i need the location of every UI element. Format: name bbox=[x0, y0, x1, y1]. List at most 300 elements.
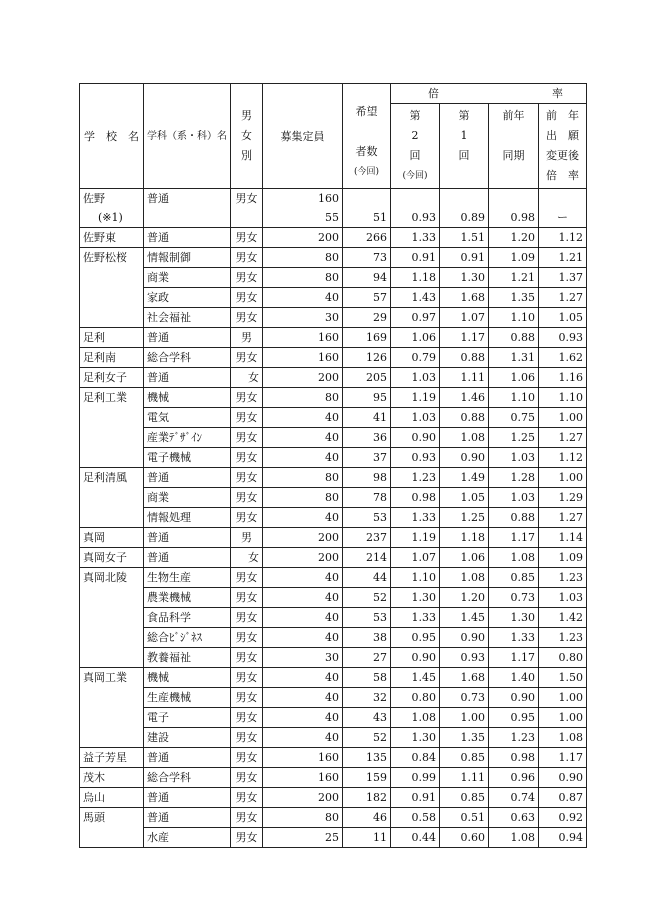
capacity-cell: 40 bbox=[263, 608, 343, 628]
table-row bbox=[80, 328, 587, 348]
applicants-cell: 135 bbox=[343, 748, 391, 768]
dept-cell: 商業 bbox=[144, 488, 231, 508]
ratio-prev-changed-cell: 1.16 bbox=[539, 368, 587, 388]
gender-cell: 男女 bbox=[231, 708, 263, 728]
gender-cell: 男女 bbox=[231, 608, 263, 628]
ratio-prev-year-cell: 1.17 bbox=[489, 528, 539, 548]
applicants-cell: 53 bbox=[343, 608, 391, 628]
school-cell bbox=[80, 588, 144, 608]
table-row bbox=[80, 488, 587, 508]
ratio-prev-year-cell: 0.90 bbox=[489, 688, 539, 708]
dept-cell: 建設 bbox=[144, 728, 231, 748]
school-cell bbox=[80, 308, 144, 328]
dept-cell: 商業 bbox=[144, 268, 231, 288]
capacity-cell: 30 bbox=[263, 648, 343, 668]
ratio-prev-changed-cell: 1.00 bbox=[539, 688, 587, 708]
ratio-prev-year-cell: 1.35 bbox=[489, 288, 539, 308]
table-row bbox=[80, 208, 587, 228]
ratio-prev-year-cell: 0.98 bbox=[489, 748, 539, 768]
table-row bbox=[80, 608, 587, 628]
ratio-prev-changed-cell: 1.27 bbox=[539, 508, 587, 528]
capacity-cell: 40 bbox=[263, 688, 343, 708]
ratio-round1-cell: 1.68 bbox=[440, 668, 489, 688]
ratio-round2-cell: 0.97 bbox=[391, 308, 440, 328]
gender-cell: 男女 bbox=[231, 228, 263, 248]
ratio-prev-changed-cell: 1.23 bbox=[539, 628, 587, 648]
capacity-cell: 40 bbox=[263, 628, 343, 648]
gender-cell: 男女 bbox=[231, 468, 263, 488]
ratio-round2-cell: 1.18 bbox=[391, 268, 440, 288]
table-row bbox=[80, 628, 587, 648]
applicants-cell: 37 bbox=[343, 448, 391, 468]
table-row bbox=[80, 388, 587, 408]
table-row bbox=[80, 568, 587, 588]
school-cell: 佐野 bbox=[80, 189, 144, 209]
applicants-cell: 46 bbox=[343, 808, 391, 828]
ratio-round2-cell: 0.93 bbox=[391, 208, 440, 228]
ratio-prev-changed-cell: 1.03 bbox=[539, 588, 587, 608]
gender-cell: 男女 bbox=[231, 388, 263, 408]
ratio-prev-changed-cell: 1.42 bbox=[539, 608, 587, 628]
ratio-round1-cell: 1.25 bbox=[440, 508, 489, 528]
school-cell: 馬頭 bbox=[80, 808, 144, 828]
table-row bbox=[80, 828, 587, 848]
school-cell: 佐野東 bbox=[80, 228, 144, 248]
dept-cell: 社会福祉 bbox=[144, 308, 231, 328]
ratio-prev-year-cell: 0.88 bbox=[489, 328, 539, 348]
applicants-cell: 53 bbox=[343, 508, 391, 528]
capacity-cell: 40 bbox=[263, 288, 343, 308]
ratio-round1-cell: 1.68 bbox=[440, 288, 489, 308]
applicants-cell: 51 bbox=[343, 208, 391, 228]
ratio-prev-changed-cell: 1.50 bbox=[539, 668, 587, 688]
applicants-cell: 73 bbox=[343, 248, 391, 268]
table-row bbox=[80, 788, 587, 808]
ratio-round1-cell: 1.30 bbox=[440, 268, 489, 288]
ratio-round1-cell: 0.93 bbox=[440, 648, 489, 668]
capacity-cell: 200 bbox=[263, 228, 343, 248]
admission-ratio-table bbox=[79, 83, 587, 848]
capacity-cell: 80 bbox=[263, 808, 343, 828]
ratio-round1-cell: 1.00 bbox=[440, 708, 489, 728]
dept-cell: 電子機械 bbox=[144, 448, 231, 468]
gender-cell: 男女 bbox=[231, 408, 263, 428]
capacity-cell: 40 bbox=[263, 668, 343, 688]
school-cell bbox=[80, 828, 144, 848]
capacity-cell: 80 bbox=[263, 268, 343, 288]
applicants-cell: 41 bbox=[343, 408, 391, 428]
ratio-prev-year-cell: 1.03 bbox=[489, 488, 539, 508]
ratio-round2-cell: 0.91 bbox=[391, 248, 440, 268]
header-prev-changed: 前 年 出 願 変更後 倍 率 bbox=[539, 104, 587, 189]
ratio-round1-cell: 0.51 bbox=[440, 808, 489, 828]
ratio-prev-changed-cell: 1.21 bbox=[539, 248, 587, 268]
ratio-prev-year-cell: 1.23 bbox=[489, 728, 539, 748]
ratio-prev-changed-cell: 1.17 bbox=[539, 748, 587, 768]
table-row bbox=[80, 248, 587, 268]
ratio-prev-year-cell: 0.98 bbox=[489, 208, 539, 228]
capacity-cell: 55 bbox=[263, 208, 343, 228]
ratio-round1-cell: 1.51 bbox=[440, 228, 489, 248]
capacity-cell: 160 bbox=[263, 348, 343, 368]
school-cell: (※1) bbox=[80, 208, 144, 228]
gender-cell: 男 bbox=[231, 328, 263, 348]
ratio-round1-cell: 0.90 bbox=[440, 628, 489, 648]
ratio-round1-cell: 1.11 bbox=[440, 368, 489, 388]
ratio-round1-cell bbox=[440, 189, 489, 209]
gender-cell: 女 bbox=[231, 548, 263, 568]
dept-cell: 教養福祉 bbox=[144, 648, 231, 668]
gender-cell: 男女 bbox=[231, 768, 263, 788]
gender-cell bbox=[231, 208, 263, 228]
header-round1: 第 1 回 bbox=[440, 104, 489, 189]
table-row bbox=[80, 348, 587, 368]
header-round2: 第 2 回 (今回) bbox=[391, 104, 440, 189]
ratio-prev-changed-cell: 1.08 bbox=[539, 728, 587, 748]
ratio-round1-cell: 0.85 bbox=[440, 748, 489, 768]
ratio-prev-year-cell: 1.25 bbox=[489, 428, 539, 448]
ratio-prev-year-cell: 0.74 bbox=[489, 788, 539, 808]
header-prev-year: 前年 同期 bbox=[489, 104, 539, 189]
ratio-prev-year-cell: 1.08 bbox=[489, 828, 539, 848]
gender-cell: 男女 bbox=[231, 628, 263, 648]
dept-cell: 普通 bbox=[144, 788, 231, 808]
dept-cell: 情報処理 bbox=[144, 508, 231, 528]
ratio-round1-cell: 1.08 bbox=[440, 428, 489, 448]
ratio-prev-changed-cell: 1.00 bbox=[539, 408, 587, 428]
applicants-cell: 205 bbox=[343, 368, 391, 388]
capacity-cell: 200 bbox=[263, 548, 343, 568]
dept-cell: 家政 bbox=[144, 288, 231, 308]
table-row bbox=[80, 468, 587, 488]
ratio-prev-year-cell: 1.17 bbox=[489, 648, 539, 668]
ratio-round1-cell: 1.17 bbox=[440, 328, 489, 348]
applicants-cell: 36 bbox=[343, 428, 391, 448]
dept-cell: 普通 bbox=[144, 228, 231, 248]
dept-cell: 普通 bbox=[144, 808, 231, 828]
applicants-cell bbox=[343, 189, 391, 209]
ratio-round2-cell: 1.43 bbox=[391, 288, 440, 308]
ratio-prev-changed-cell: 0.94 bbox=[539, 828, 587, 848]
ratio-prev-year-cell: 1.28 bbox=[489, 468, 539, 488]
ratio-round2-cell: 1.19 bbox=[391, 528, 440, 548]
ratio-prev-year-cell: 1.33 bbox=[489, 628, 539, 648]
ratio-prev-changed-cell: 1.37 bbox=[539, 268, 587, 288]
ratio-prev-year-cell: 1.03 bbox=[489, 448, 539, 468]
applicants-cell: 52 bbox=[343, 588, 391, 608]
school-cell bbox=[80, 448, 144, 468]
ratio-round1-cell: 1.35 bbox=[440, 728, 489, 748]
ratio-round2-cell: 0.90 bbox=[391, 428, 440, 448]
ratio-round2-cell: 0.90 bbox=[391, 648, 440, 668]
school-cell bbox=[80, 728, 144, 748]
ratio-round1-cell: 1.07 bbox=[440, 308, 489, 328]
table-row bbox=[80, 368, 587, 388]
gender-cell: 男女 bbox=[231, 788, 263, 808]
ratio-round2-cell: 0.80 bbox=[391, 688, 440, 708]
applicants-cell: 95 bbox=[343, 388, 391, 408]
ratio-prev-year-cell: 1.10 bbox=[489, 308, 539, 328]
capacity-cell: 200 bbox=[263, 528, 343, 548]
table-row bbox=[80, 268, 587, 288]
school-cell: 益子芳星 bbox=[80, 748, 144, 768]
ratio-round1-cell: 0.88 bbox=[440, 408, 489, 428]
gender-cell: 男女 bbox=[231, 568, 263, 588]
school-cell bbox=[80, 608, 144, 628]
ratio-round2-cell: 0.98 bbox=[391, 488, 440, 508]
ratio-round1-cell: 1.06 bbox=[440, 548, 489, 568]
dept-cell: 普通 bbox=[144, 328, 231, 348]
ratio-round2-cell: 1.30 bbox=[391, 728, 440, 748]
dept-cell bbox=[144, 208, 231, 228]
school-cell: 真岡北陵 bbox=[80, 568, 144, 588]
gender-cell: 男女 bbox=[231, 508, 263, 528]
ratio-prev-year-cell: 1.10 bbox=[489, 388, 539, 408]
capacity-cell: 80 bbox=[263, 468, 343, 488]
applicants-cell: 126 bbox=[343, 348, 391, 368]
ratio-prev-year-cell: 0.95 bbox=[489, 708, 539, 728]
school-cell: 足利清風 bbox=[80, 468, 144, 488]
ratio-prev-changed-cell: 1.12 bbox=[539, 448, 587, 468]
ratio-round2-cell: 1.07 bbox=[391, 548, 440, 568]
school-cell: 足利工業 bbox=[80, 388, 144, 408]
gender-cell: 男女 bbox=[231, 428, 263, 448]
gender-cell: 男女 bbox=[231, 189, 263, 209]
gender-cell: 男 bbox=[231, 528, 263, 548]
dept-cell: 普通 bbox=[144, 189, 231, 209]
ratio-prev-changed-cell: 1.09 bbox=[539, 548, 587, 568]
ratio-round2-cell: 1.45 bbox=[391, 668, 440, 688]
school-cell: 真岡 bbox=[80, 528, 144, 548]
school-cell bbox=[80, 648, 144, 668]
ratio-prev-changed-cell: 1.62 bbox=[539, 348, 587, 368]
dept-cell: 普通 bbox=[144, 548, 231, 568]
gender-cell: 男女 bbox=[231, 308, 263, 328]
ratio-round1-cell: 0.91 bbox=[440, 248, 489, 268]
applicants-cell: 169 bbox=[343, 328, 391, 348]
table-row bbox=[80, 428, 587, 448]
gender-cell: 男女 bbox=[231, 448, 263, 468]
header-ratio-group: 倍 率 bbox=[391, 84, 587, 104]
ratio-prev-changed-cell: 1.27 bbox=[539, 288, 587, 308]
dept-cell: 生物生産 bbox=[144, 568, 231, 588]
ratio-round1-cell: 0.88 bbox=[440, 348, 489, 368]
ratio-round1-cell: 1.20 bbox=[440, 588, 489, 608]
table-row bbox=[80, 528, 587, 548]
dept-cell: 総合ﾋﾞｼﾞﾈｽ bbox=[144, 628, 231, 648]
applicants-cell: 29 bbox=[343, 308, 391, 328]
school-cell: 佐野松桜 bbox=[80, 248, 144, 268]
capacity-cell: 40 bbox=[263, 708, 343, 728]
ratio-round2-cell: 1.06 bbox=[391, 328, 440, 348]
school-cell bbox=[80, 508, 144, 528]
ratio-round2-cell: 0.93 bbox=[391, 448, 440, 468]
dept-cell: 機械 bbox=[144, 668, 231, 688]
table-row bbox=[80, 668, 587, 688]
ratio-prev-year-cell: 1.09 bbox=[489, 248, 539, 268]
ratio-round1-cell: 1.46 bbox=[440, 388, 489, 408]
ratio-prev-changed-cell: 0.93 bbox=[539, 328, 587, 348]
ratio-prev-year-cell: 1.06 bbox=[489, 368, 539, 388]
ratio-prev-changed-cell: 1.00 bbox=[539, 468, 587, 488]
applicants-cell: 159 bbox=[343, 768, 391, 788]
dept-cell: 生産機械 bbox=[144, 688, 231, 708]
ratio-prev-year-cell: 0.75 bbox=[489, 408, 539, 428]
ratio-round1-cell: 1.18 bbox=[440, 528, 489, 548]
applicants-cell: 94 bbox=[343, 268, 391, 288]
gender-cell: 男女 bbox=[231, 488, 263, 508]
capacity-cell: 40 bbox=[263, 408, 343, 428]
gender-cell: 男女 bbox=[231, 668, 263, 688]
school-cell: 足利 bbox=[80, 328, 144, 348]
school-cell bbox=[80, 428, 144, 448]
table-row bbox=[80, 708, 587, 728]
gender-cell: 男女 bbox=[231, 808, 263, 828]
applicants-cell: 44 bbox=[343, 568, 391, 588]
dept-cell: 情報制御 bbox=[144, 248, 231, 268]
header-capacity: 募集定員 bbox=[263, 84, 343, 189]
ratio-round1-cell: 1.11 bbox=[440, 768, 489, 788]
capacity-cell: 160 bbox=[263, 189, 343, 209]
ratio-prev-year-cell: 1.31 bbox=[489, 348, 539, 368]
header-applicants: 希望 者数 (今回) bbox=[343, 84, 391, 189]
ratio-prev-changed-cell: 1.12 bbox=[539, 228, 587, 248]
gender-cell: 男女 bbox=[231, 828, 263, 848]
ratio-prev-year-cell: 1.40 bbox=[489, 668, 539, 688]
dept-cell: 総合学科 bbox=[144, 768, 231, 788]
dept-cell: 農業機械 bbox=[144, 588, 231, 608]
dept-cell: 機械 bbox=[144, 388, 231, 408]
header-school: 学 校 名 bbox=[80, 84, 144, 189]
applicants-cell: 11 bbox=[343, 828, 391, 848]
ratio-prev-changed-cell: 0.80 bbox=[539, 648, 587, 668]
ratio-prev-changed-cell: 1.14 bbox=[539, 528, 587, 548]
ratio-prev-year-cell: 1.21 bbox=[489, 268, 539, 288]
ratio-prev-year-cell: 0.96 bbox=[489, 768, 539, 788]
table-row bbox=[80, 808, 587, 828]
ratio-round2-cell: 1.08 bbox=[391, 708, 440, 728]
capacity-cell: 80 bbox=[263, 388, 343, 408]
ratio-prev-changed-cell: 0.90 bbox=[539, 768, 587, 788]
ratio-prev-changed-cell: 1.29 bbox=[539, 488, 587, 508]
ratio-round2-cell: 0.79 bbox=[391, 348, 440, 368]
applicants-cell: 57 bbox=[343, 288, 391, 308]
header-dept: 学科（系・科）名 bbox=[144, 84, 231, 189]
ratio-prev-changed-cell: 0.87 bbox=[539, 788, 587, 808]
dept-cell: 総合学科 bbox=[144, 348, 231, 368]
ratio-prev-changed-cell: 1.05 bbox=[539, 308, 587, 328]
table-row bbox=[80, 228, 587, 248]
dept-cell: 普通 bbox=[144, 368, 231, 388]
ratio-round2-cell: 0.58 bbox=[391, 808, 440, 828]
ratio-round2-cell: 1.10 bbox=[391, 568, 440, 588]
capacity-cell: 40 bbox=[263, 588, 343, 608]
dept-cell: 産業ﾃﾞｻﾞｲﾝ bbox=[144, 428, 231, 448]
school-cell bbox=[80, 408, 144, 428]
gender-cell: 男女 bbox=[231, 268, 263, 288]
dept-cell: 電子 bbox=[144, 708, 231, 728]
gender-cell: 男女 bbox=[231, 728, 263, 748]
school-cell: 足利女子 bbox=[80, 368, 144, 388]
applicants-cell: 182 bbox=[343, 788, 391, 808]
ratio-round2-cell: 1.33 bbox=[391, 608, 440, 628]
ratio-prev-year-cell: 0.63 bbox=[489, 808, 539, 828]
capacity-cell: 25 bbox=[263, 828, 343, 848]
applicants-cell: 78 bbox=[343, 488, 391, 508]
gender-cell: 男女 bbox=[231, 748, 263, 768]
capacity-cell: 40 bbox=[263, 508, 343, 528]
school-cell bbox=[80, 628, 144, 648]
ratio-round2-cell: 0.95 bbox=[391, 628, 440, 648]
ratio-round1-cell: 1.08 bbox=[440, 568, 489, 588]
applicants-cell: 43 bbox=[343, 708, 391, 728]
table-row bbox=[80, 408, 587, 428]
applicants-cell: 214 bbox=[343, 548, 391, 568]
gender-cell: 男女 bbox=[231, 248, 263, 268]
dept-cell: 電気 bbox=[144, 408, 231, 428]
ratio-round2-cell: 1.33 bbox=[391, 508, 440, 528]
ratio-round2-cell: 0.91 bbox=[391, 788, 440, 808]
dept-cell: 水産 bbox=[144, 828, 231, 848]
capacity-cell: 160 bbox=[263, 768, 343, 788]
applicants-cell: 237 bbox=[343, 528, 391, 548]
header-row-1 bbox=[80, 84, 587, 104]
capacity-cell: 160 bbox=[263, 328, 343, 348]
applicants-cell: 266 bbox=[343, 228, 391, 248]
table-row bbox=[80, 688, 587, 708]
ratio-prev-year-cell bbox=[489, 189, 539, 209]
gender-cell: 男女 bbox=[231, 588, 263, 608]
ratio-round2-cell: 1.19 bbox=[391, 388, 440, 408]
ratio-round1-cell: 0.73 bbox=[440, 688, 489, 708]
ratio-prev-year-cell: 0.73 bbox=[489, 588, 539, 608]
ratio-round2-cell: 0.99 bbox=[391, 768, 440, 788]
gender-cell: 男女 bbox=[231, 348, 263, 368]
table-row bbox=[80, 448, 587, 468]
table-row bbox=[80, 768, 587, 788]
school-cell: 足利南 bbox=[80, 348, 144, 368]
school-cell: 真岡工業 bbox=[80, 668, 144, 688]
dept-cell: 普通 bbox=[144, 748, 231, 768]
table-row bbox=[80, 588, 587, 608]
ratio-round1-cell: 1.05 bbox=[440, 488, 489, 508]
applicants-cell: 32 bbox=[343, 688, 391, 708]
ratio-round1-cell: 0.89 bbox=[440, 208, 489, 228]
gender-cell: 男女 bbox=[231, 688, 263, 708]
capacity-cell: 40 bbox=[263, 428, 343, 448]
table-row bbox=[80, 308, 587, 328]
ratio-round2-cell: 1.33 bbox=[391, 228, 440, 248]
capacity-cell: 200 bbox=[263, 788, 343, 808]
ratio-prev-changed-cell: 1.27 bbox=[539, 428, 587, 448]
school-cell bbox=[80, 708, 144, 728]
ratio-prev-changed-cell: ー bbox=[539, 208, 587, 228]
school-cell bbox=[80, 488, 144, 508]
dept-cell: 食品科学 bbox=[144, 608, 231, 628]
ratio-prev-year-cell: 0.88 bbox=[489, 508, 539, 528]
capacity-cell: 80 bbox=[263, 488, 343, 508]
capacity-cell: 80 bbox=[263, 248, 343, 268]
ratio-round2-cell bbox=[391, 189, 440, 209]
table-row bbox=[80, 288, 587, 308]
ratio-round2-cell: 1.30 bbox=[391, 588, 440, 608]
ratio-round2-cell: 0.84 bbox=[391, 748, 440, 768]
capacity-cell: 200 bbox=[263, 368, 343, 388]
gender-cell: 女 bbox=[231, 368, 263, 388]
capacity-cell: 40 bbox=[263, 448, 343, 468]
applicants-cell: 98 bbox=[343, 468, 391, 488]
ratio-round1-cell: 0.90 bbox=[440, 448, 489, 468]
